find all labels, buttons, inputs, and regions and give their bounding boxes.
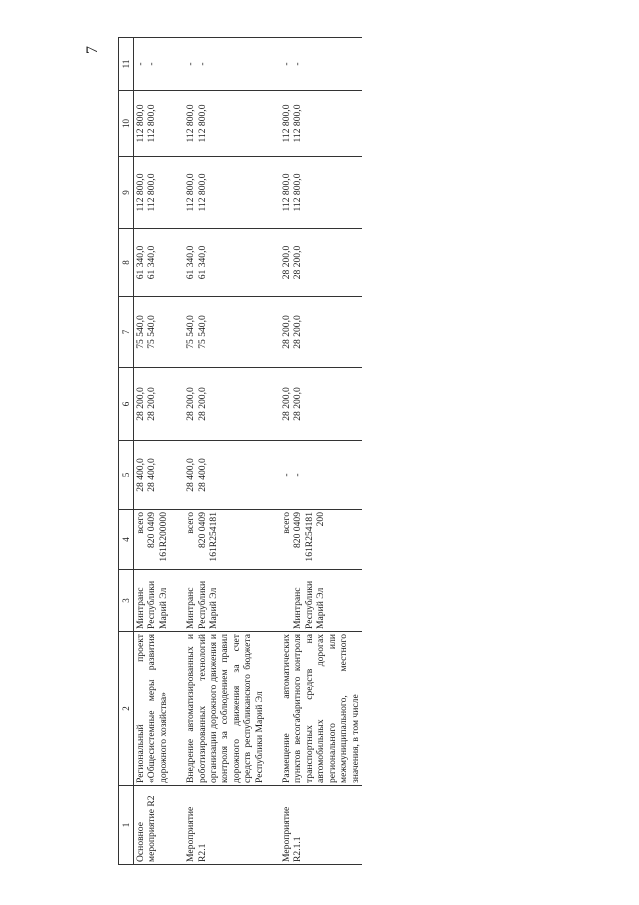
col-header-10: 10 [119,91,134,157]
value-col-11: - - [134,38,171,91]
value-col-11: - - [184,38,266,91]
event-name: Мероприятие R2.1.1 [280,786,362,865]
event-description: Региональный проект «Общесистемные меры развития дорожного хозяйства» [134,632,171,786]
budget-table-rotated [118,58,573,865]
table-row [184,38,266,865]
value-col-10: 112 800,0 112 800,0 [134,91,171,157]
event-name: Основное мероприятие R2 [134,786,171,865]
value-col-11: - - [280,38,362,91]
table-row [280,38,362,865]
page-number: 7 [84,46,101,54]
col-header-8: 8 [119,229,134,297]
header-row [119,38,134,865]
col-header-2: 2 [119,632,134,786]
row-spacer [170,38,184,865]
value-col-7: 75 540,0 75 540,0 [184,297,266,368]
value-col-5: 28 400,0 28 400,0 [184,441,266,510]
budget-code: всего 820 0409 161R254181 [184,510,266,570]
responsible: Минтранс Республики Марий Эл [134,570,171,632]
responsible: Минтранс Республики Марий Эл [280,570,362,632]
col-header-5: 5 [119,441,134,510]
value-col-5: 28 400,0 28 400,0 [134,441,171,510]
value-col-10: 112 800,0 112 800,0 [280,91,362,157]
budget-table [118,37,362,865]
value-col-10: 112 800,0 112 800,0 [184,91,266,157]
value-col-7: 75 540,0 75 540,0 [134,297,171,368]
budget-code: всего 820 0409 161R254181 200 [280,510,362,570]
value-col-8: 61 340,0 61 340,0 [184,229,266,297]
value-col-6: 28 200,0 28 200,0 [184,368,266,441]
value-col-5: - - [280,441,362,510]
col-header-3: 3 [119,570,134,632]
budget-code: всего 820 0409 161R200000 [134,510,171,570]
value-col-8: 61 340,0 61 340,0 [134,229,171,297]
event-description: Размещение автоматических пунктов весогабаритного контроля транспортных средств на автомобильных дорогах регионального или межмуниципального, местного значения, в том числе [280,632,362,786]
row-spacer [266,38,280,865]
col-header-11: 11 [119,38,134,91]
event-name: Мероприятие R2.1 [184,786,266,865]
value-col-6: 28 200,0 28 200,0 [280,368,362,441]
col-header-7: 7 [119,297,134,368]
responsible: Минтранс Республики Марий Эл [184,570,266,632]
col-header-6: 6 [119,368,134,441]
col-header-9: 9 [119,157,134,229]
col-header-1: 1 [119,786,134,865]
value-col-6: 28 200,0 28 200,0 [134,368,171,441]
value-col-9: 112 800,0 112 800,0 [280,157,362,229]
value-col-9: 112 800,0 112 800,0 [134,157,171,229]
value-col-8: 28 200,0 28 200,0 [280,229,362,297]
event-description: Внедрение автоматизированных и роботизированных технологий организации дорожного движения и контроля за соблюдением правил дорожного движения за счет средств республиканского бюджета Республики Марий Эл [184,632,266,786]
col-header-4: 4 [119,510,134,570]
table-row [134,38,171,865]
value-col-9: 112 800,0 112 800,0 [184,157,266,229]
value-col-7: 28 200,0 28 200,0 [280,297,362,368]
